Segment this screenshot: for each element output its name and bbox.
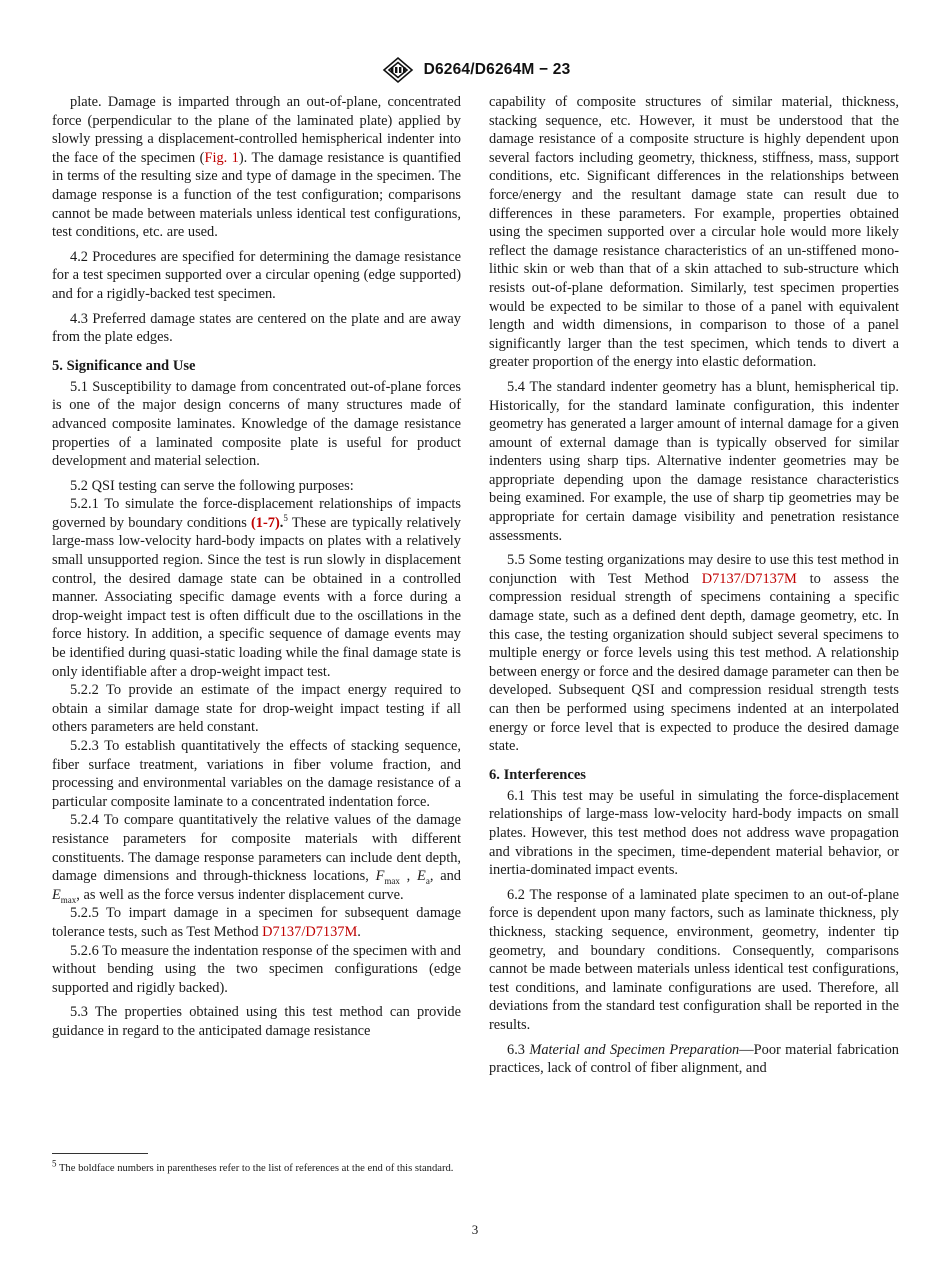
paragraph — [52, 93, 461, 242]
page-number: 3 — [471, 1222, 479, 1237]
reference-link[interactable]: D7137/D7137M — [262, 923, 358, 940]
footnote-text: The boldface numbers in parentheses refer to the list of references at the end of this standard. — [56, 1163, 454, 1174]
text-run: 6. Interferences — [489, 766, 586, 783]
footnote — [52, 1158, 461, 1176]
text-run: F — [375, 868, 385, 885]
text-run: 5.2.6 To measure the indentation response of the specimen with and without bending using the two specimen configurations (edge supported and rigidly backed). — [52, 942, 461, 996]
paragraph — [52, 1003, 461, 1040]
right-text-column — [489, 93, 899, 1078]
text-run: 5.1 Susceptibility to damage from concentrated out-of-plane forces is one of the major design concerns of many structures made of advanced composite laminates. Knowledge of the damage resistance properties of a laminated composite plate is useful for product development and material selection. — [52, 378, 461, 470]
text-run: max — [60, 894, 77, 905]
text-run: , — [399, 868, 418, 885]
astm-logo-icon — [380, 56, 416, 84]
text-run: 4.3 Preferred damage states are centered on the plate and are away from the plate edges. — [52, 310, 461, 346]
text-run: . — [279, 514, 284, 531]
paragraph — [52, 378, 461, 471]
text-run: 5.2.5 To impart damage in a specimen for subsequent damage tolerance tests, such as Test Method — [52, 905, 461, 940]
text-run: These are typically relatively large-mass low-velocity hard-body impacts on plates with a relatively small unsupported region. Since the test is run slowly in displacement control, the desired damage state can be obtained in a controlled manner. Associating specific damage events with a force during a drop-weight impact test is often difficult due to the oscillations in the force history. In addition, a specific sequence of damage events may be identified during quasi-static loading while the final damage state is only identifiable after a drop-weight impact test. — [52, 514, 461, 680]
paragraph — [52, 904, 461, 941]
paragraph — [489, 378, 899, 545]
page-header — [0, 56, 950, 84]
paragraph — [52, 477, 461, 496]
paragraph — [52, 248, 461, 304]
text-run: , as well as the force versus indenter displacement curve. — [76, 886, 404, 903]
paragraph — [489, 787, 899, 880]
text-run: . — [357, 923, 361, 940]
paragraph — [489, 551, 899, 756]
text-run: 4.2 Procedures are specified for determining the damage resistance for a test specimen supported over a circular opening (edge supported) and for a rigidly-backed test specimen. — [52, 248, 461, 302]
text-run: 6.2 The response of a laminated plate specimen to an out-of-plane force is dependent upon many factors, such as laminate thickness, ply thickness, stacking sequence, environment, geometry, indenter tip geometry, and boundary conditions. Consequently, comparisons cannot be made between materials unless identical test configurations, test conditions, and laminate configurations are used. Therefore, all deviations from the standard test configuration shall be reported in the results. — [489, 886, 899, 1033]
footnote-marker: 5 — [52, 1158, 57, 1169]
text-run: 5.2.1 To simulate the force-displacement relationships of impacts governed by boundary conditions — [52, 496, 461, 531]
text-run: E — [417, 868, 426, 885]
paragraph — [489, 886, 899, 1035]
text-run: E — [52, 886, 61, 903]
reference-link[interactable]: D7137/D7137M — [701, 570, 797, 587]
standard-designation: D6264/D6264M − 23 — [423, 61, 571, 78]
footnote-divider — [52, 1153, 148, 1154]
paragraph — [52, 681, 461, 737]
text-run: 5.5 Some testing organizations may desire to use this test method in conjunction with Test Method — [489, 552, 899, 587]
text-run: 6.1 This test may be useful in simulating the force-displacement relationships of large-mass low-velocity hard-body impacts on small plates. However, this test method does not address wave propagation and vibrations in the specimen, time-dependent material behavior, or inertia-dominated impact events. — [489, 787, 899, 879]
text-run: —Poor material fabrication practices, lack of control of fiber alignment, and — [489, 1041, 899, 1077]
paragraph — [489, 1041, 899, 1078]
text-run: ). The damage resistance is quantified in terms of the resulting size and type of damage in the specimen. The damage response is a function of the test configuration; comparisons cannot be made between materials unless identical test configurations, test conditions, etc. are used. — [52, 149, 461, 241]
section-heading — [489, 765, 899, 785]
paragraph — [52, 495, 461, 681]
text-run: to assess the compression residual strength of specimens containing a specific damage state, such as a defined dent depth, damage geometry, etc. In this case, the testing organization should subject several specimens to multiple energy or force levels using this test method. A relationship between energy or force and the desired damage parameter can then be developed. Subsequent QSI and compression residual strength tests can then be performed using specimens indented at an interpolated energy or force level that is expected to produce the desired damage state. — [489, 570, 899, 755]
section-heading — [52, 356, 461, 376]
text-run: 5. Significance and Use — [52, 357, 196, 374]
citation-link[interactable]: (1-7) — [251, 514, 280, 531]
text-run: 6.3 — [507, 1041, 530, 1058]
text-run: 5.2.3 To establish quantitatively the effects of stacking sequence, fiber surface treatment, variations in fiber volume fraction, and processing and environmental variables on the damage resistance of a particular composite laminate to a concentrated indentation force. — [52, 738, 461, 810]
text-run: 5 — [283, 513, 288, 524]
paragraph — [489, 93, 899, 372]
text-run: , and — [429, 868, 461, 885]
paragraph — [52, 811, 461, 904]
text-run: 5.3 The properties obtained using this test method can provide guidance in regard to the anticipated damage resistance — [52, 1004, 461, 1039]
paragraph — [52, 310, 461, 347]
paragraph — [52, 737, 461, 811]
text-run: 5.2.4 To compare quantitatively the relative values of the damage resistance parameters for composite materials with different constituents. The damage response parameters can include dent depth, damage dimensions and through-thickness locations, — [52, 812, 461, 885]
text-run: max — [384, 876, 400, 887]
paragraph — [52, 942, 461, 998]
text-run: 5.4 The standard indenter geometry has a blunt, hemispherical tip. Historically, for the standard laminate configuration, this indenter geometry has generated a larger amount of internal damage for a given amount of external damage than is typically observed for similar indenters using sharp tips. Alternative indenter geometries may be appropriate depending upon the damage resistance characteristics being examined. For example, the use of sharp tip geometries may be appropriate for certain damage visibility and penetration resistance assessments. — [489, 378, 899, 544]
text-run: 5.2 QSI testing can serve the following purposes: — [70, 477, 354, 494]
reference-link[interactable]: Fig. 1 — [204, 149, 239, 166]
left-text-column — [52, 93, 461, 1148]
text-run: plate. Damage is imparted through an out-of-plane, concentrated force (perpendicular to the plane of the laminated plate) applied by slowly pressing a displacement-controlled hemispherical indenter into the face of the specimen ( — [52, 94, 461, 166]
text-run: 5.2.2 To provide an estimate of the impact energy required to obtain a similar damage state for drop-weight impact testing if all others parameters are held constant. — [52, 682, 461, 736]
text-run: a — [425, 876, 430, 887]
text-run: capability of composite structures of similar material, thickness, stacking sequence, etc. However, it must be understood that the damage resistance of a composite structure is highly dependent upon several factors including geometry, thickness, stiffness, mass, support conditions, etc. Significant differences in the relationships between force/energy and the resultant damage state can result due to differences in these parameters. For example, properties obtained using the specimen supported over a circular hole would more likely reflect the damage resistance characteristics of an un-stiffened monolithic skin or web than that of a skin attached to sub-structure which resists out-of-plane deformation. Similarly, test specimen properties would be expected to be similar to those of a panel with equivalent length and width dimensions, in comparison to those of a panel significantly larger than the test specimen, which tends to divert a greater proportion of the energy into elastic deformation. — [489, 94, 899, 371]
text-run: Material and Specimen Preparation — [529, 1041, 740, 1058]
